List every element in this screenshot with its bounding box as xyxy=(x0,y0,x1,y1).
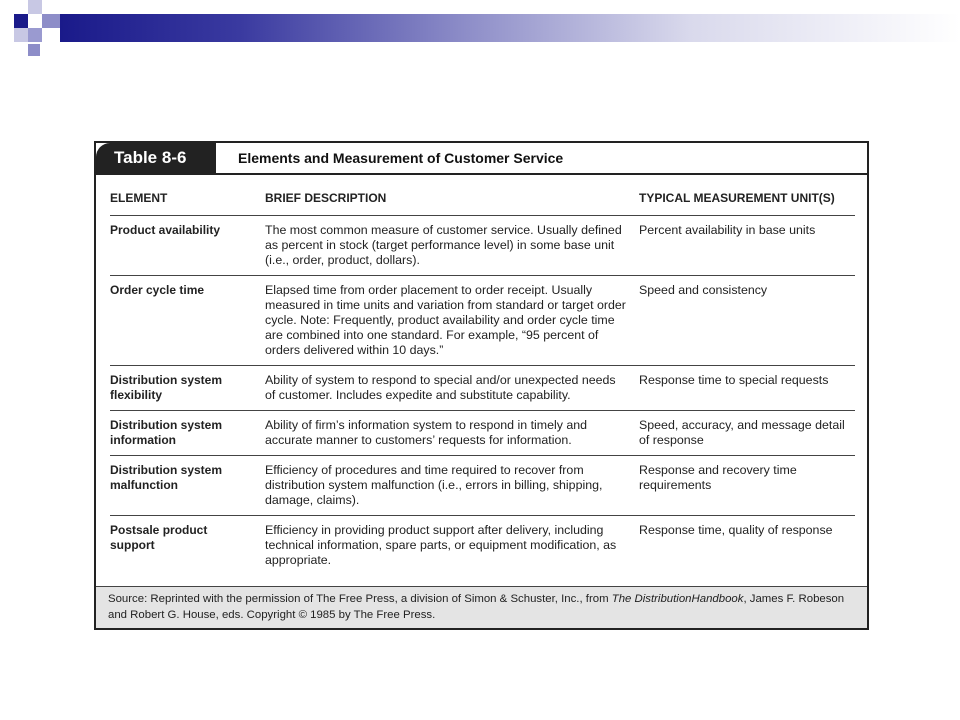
source-note xyxy=(96,586,867,628)
cell-measure: Response time to special requests xyxy=(639,366,855,411)
cell-measure: Percent availability in base units xyxy=(639,216,855,276)
cell-element: Distribution system malfunction xyxy=(110,456,265,516)
cell-description: Ability of firm’s information system to respond in timely and accurate manner to customers’ requests for information. xyxy=(265,411,639,456)
decor-square-light xyxy=(28,0,42,14)
decor-square-slate xyxy=(28,28,42,42)
decor-square-small xyxy=(28,44,40,56)
customer-service-table xyxy=(110,187,855,575)
cell-description: Elapsed time from order placement to order receipt. Usually measured in time units and variation from standard or target order cycle. Note: Frequently, product availability and order cycle time are combined into one standard. For example, “95 percent of orders delivered within 10 days.” xyxy=(265,276,639,366)
header-element: ELEMENT xyxy=(110,187,265,216)
cell-element: Order cycle time xyxy=(110,276,265,366)
table-row xyxy=(110,366,855,411)
cell-element: Postsale product support xyxy=(110,523,208,552)
decor-square-light-2 xyxy=(14,28,28,42)
header-description: BRIEF DESCRIPTION xyxy=(265,187,639,216)
table-figure xyxy=(94,141,869,630)
cell-measure: Speed, accuracy, and message detail of response xyxy=(639,411,855,456)
cell-description: Ability of system to respond to special and/or unexpected needs of customer. Includes expedite and substitute capability. xyxy=(265,366,639,411)
source-book-title: The DistributionHandbook xyxy=(611,593,744,605)
cell-description: Efficiency of procedures and time required to recover from distribution system malfunction (i.e., errors in billing, shipping, damage, claims). xyxy=(265,456,639,516)
table-header-bar xyxy=(96,143,867,175)
table-header-row xyxy=(110,187,855,216)
cell-element: Distribution system flexibility xyxy=(110,366,265,411)
header-gradient-bar xyxy=(60,14,960,42)
cell-element: Product availability xyxy=(110,216,265,276)
slide-header-decoration xyxy=(0,0,960,58)
table-row xyxy=(110,456,855,516)
source-suffix: , James F. Robeson and Robert G. House, eds. Copyright © 1985 by The Free Press. xyxy=(108,593,845,621)
table-title: Elements and Measurement of Customer Service xyxy=(238,150,564,166)
table-label: Table 8-6 xyxy=(96,143,216,173)
table-row xyxy=(110,516,855,576)
cell-measure: Speed and consistency xyxy=(639,276,855,366)
cell-element: Distribution system information xyxy=(110,411,265,456)
header-measurement: TYPICAL MEASUREMENT UNIT(S) xyxy=(639,187,855,216)
source-prefix: Source: Reprinted with the permission of The Free Press, a division of Simon & Schuster, Inc., from xyxy=(108,593,612,605)
table-row xyxy=(110,216,855,276)
cell-description: The most common measure of customer service. Usually defined as percent in stock (target performance level) in some base unit (i.e., order, product, dollars). xyxy=(265,216,639,276)
decor-square-mid xyxy=(42,14,60,28)
table-row xyxy=(110,276,855,366)
decor-square-dark xyxy=(14,14,28,28)
cell-measure: Response and recovery time requirements xyxy=(639,456,855,516)
cell-measure: Response time, quality of response xyxy=(639,523,833,537)
table-row xyxy=(110,411,855,456)
cell-description: Efficiency in providing product support after delivery, including technical information, spare parts, or equipment modification, as appropriate. xyxy=(265,523,617,567)
